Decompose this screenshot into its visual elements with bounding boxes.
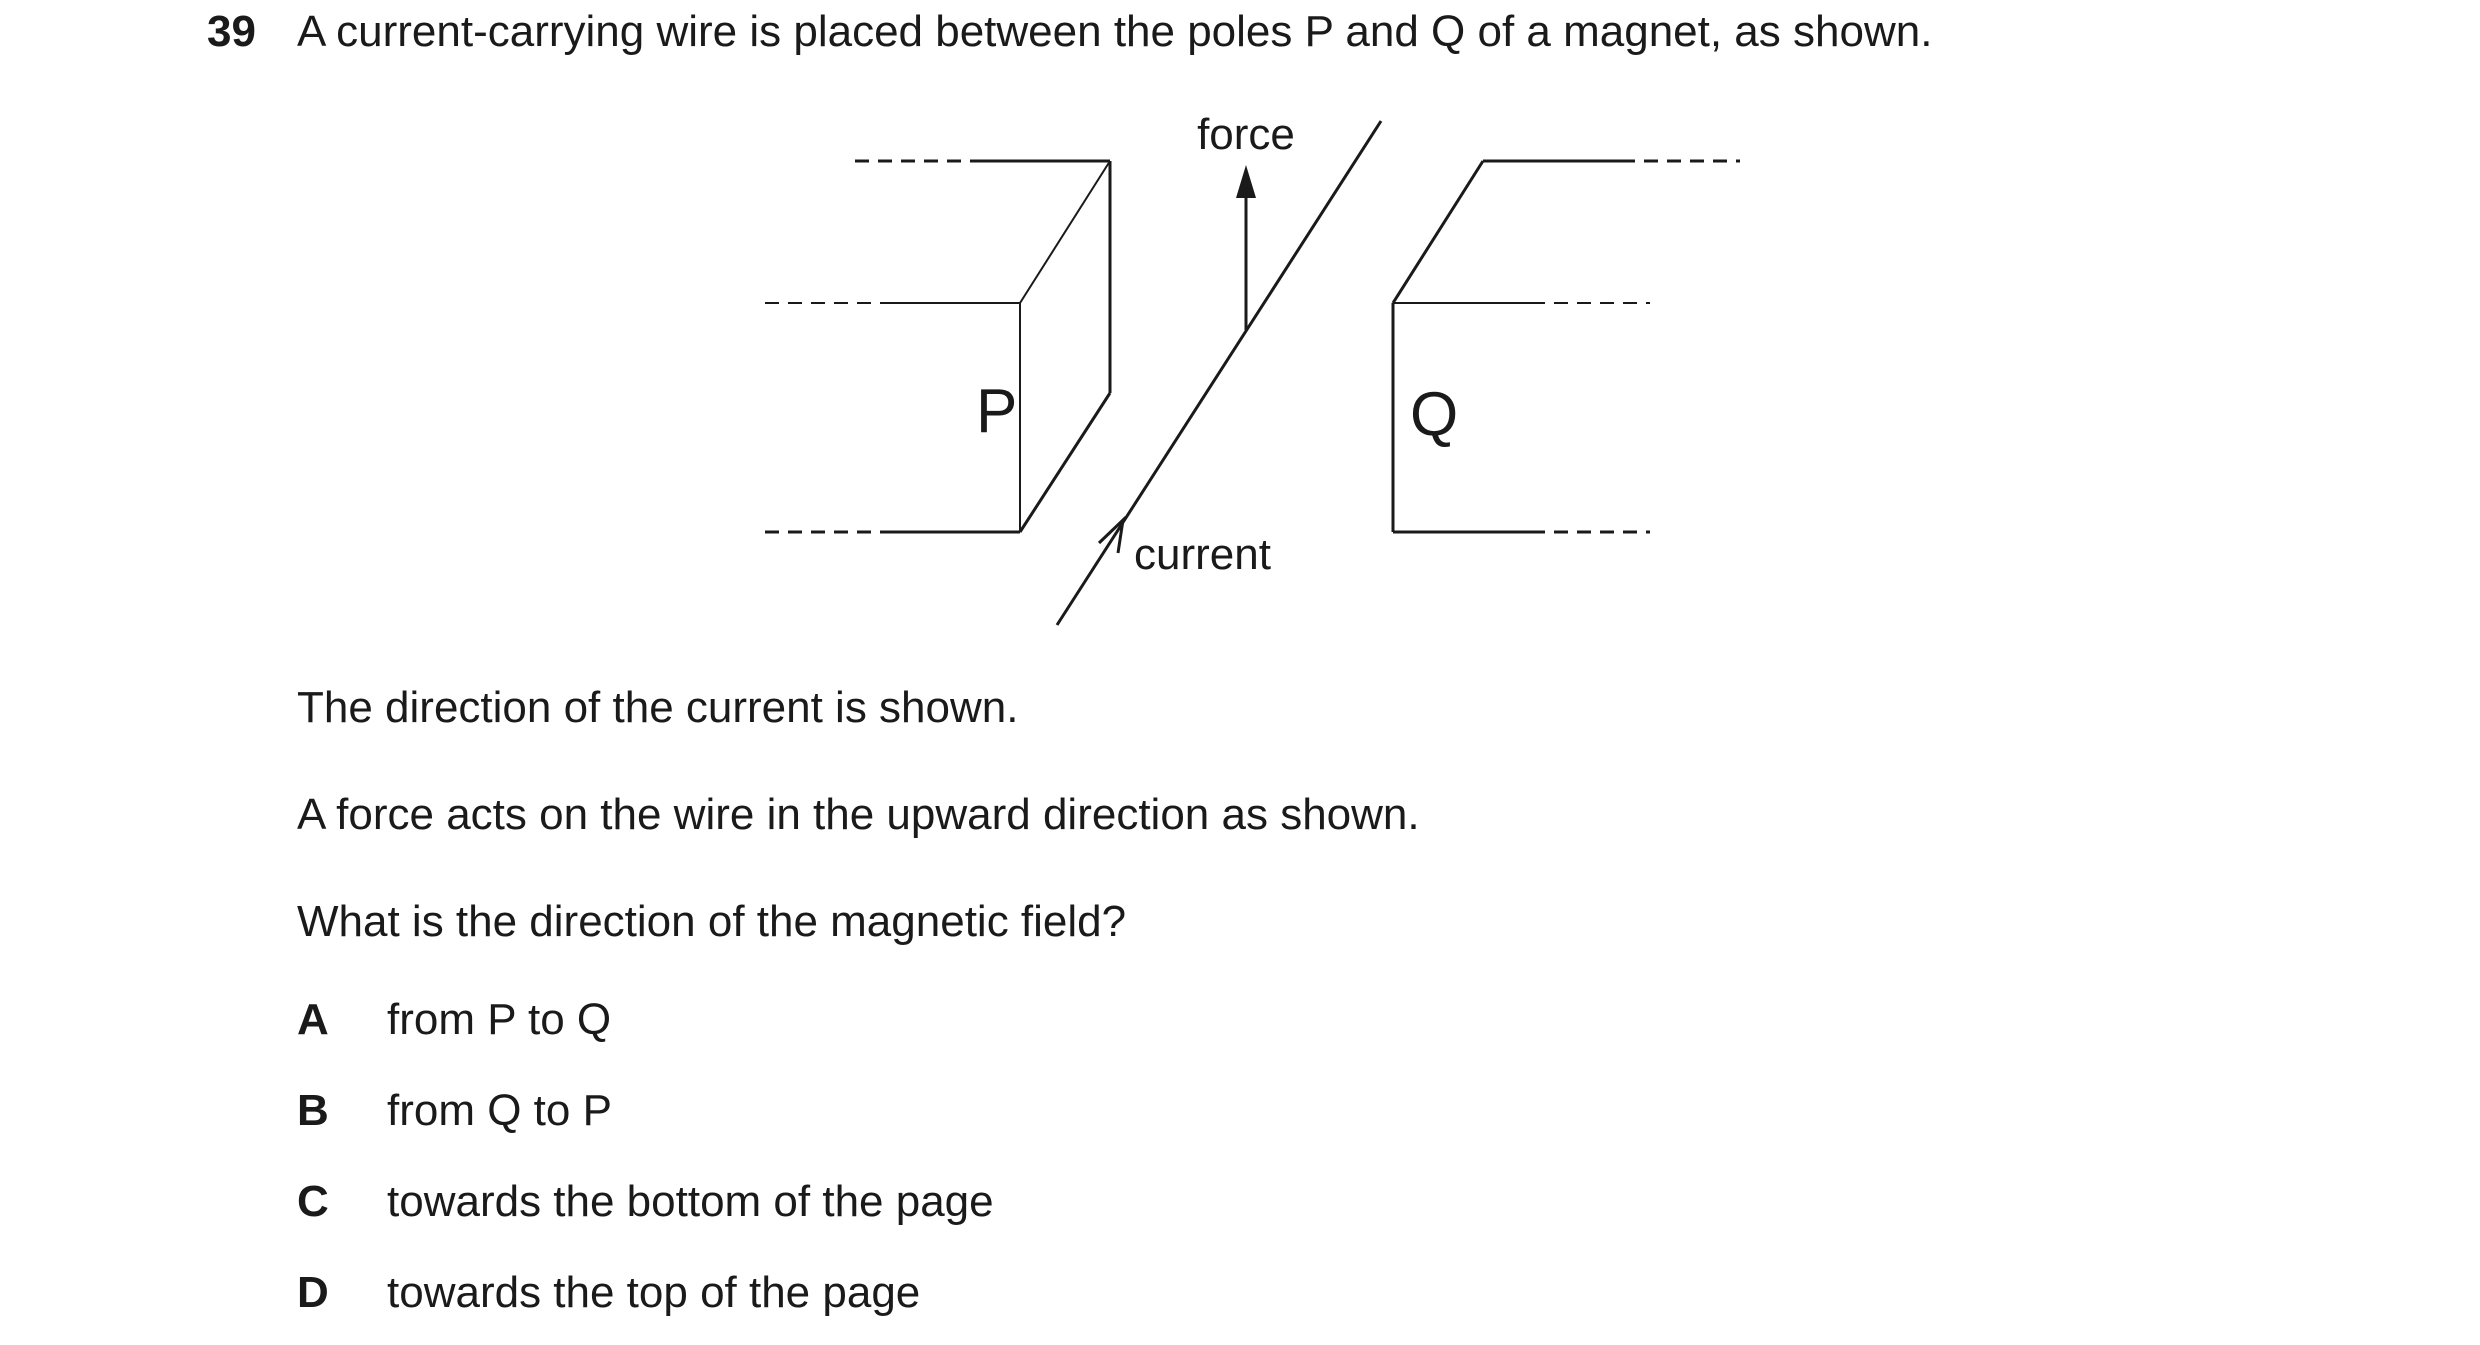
current-direction-text: The direction of the current is shown. — [297, 683, 1019, 732]
force-label: force — [1197, 110, 1295, 159]
current-label: current — [1134, 530, 1271, 579]
pole-q-label: Q — [1410, 380, 1459, 449]
option-b-text[interactable]: from Q to P — [387, 1086, 612, 1135]
option-b-letter: B — [297, 1086, 329, 1135]
option-d-letter: D — [297, 1268, 329, 1317]
force-arrowhead-icon — [1236, 165, 1256, 198]
option-c-letter: C — [297, 1177, 329, 1226]
current-arrow-icon — [1099, 520, 1123, 553]
question-prompt: What is the direction of the magnetic field? — [297, 897, 1127, 946]
pole-p-label: P — [976, 377, 1018, 446]
force-direction-text: A force acts on the wire in the upward direction as shown. — [297, 790, 1420, 839]
pole-p-shape — [765, 161, 1110, 532]
option-a-letter: A — [297, 995, 329, 1044]
option-d-text[interactable]: towards the top of the page — [387, 1268, 921, 1317]
magnet-diagram — [0, 0, 2480, 660]
pole-q-shape — [1393, 161, 1740, 532]
option-c-text[interactable]: towards the bottom of the page — [387, 1177, 994, 1226]
question-number: 39 — [207, 7, 256, 56]
option-a-text[interactable]: from P to Q — [387, 995, 612, 1044]
question-stem: A current-carrying wire is placed between the poles P and Q of a magnet, as shown. — [297, 7, 1933, 56]
